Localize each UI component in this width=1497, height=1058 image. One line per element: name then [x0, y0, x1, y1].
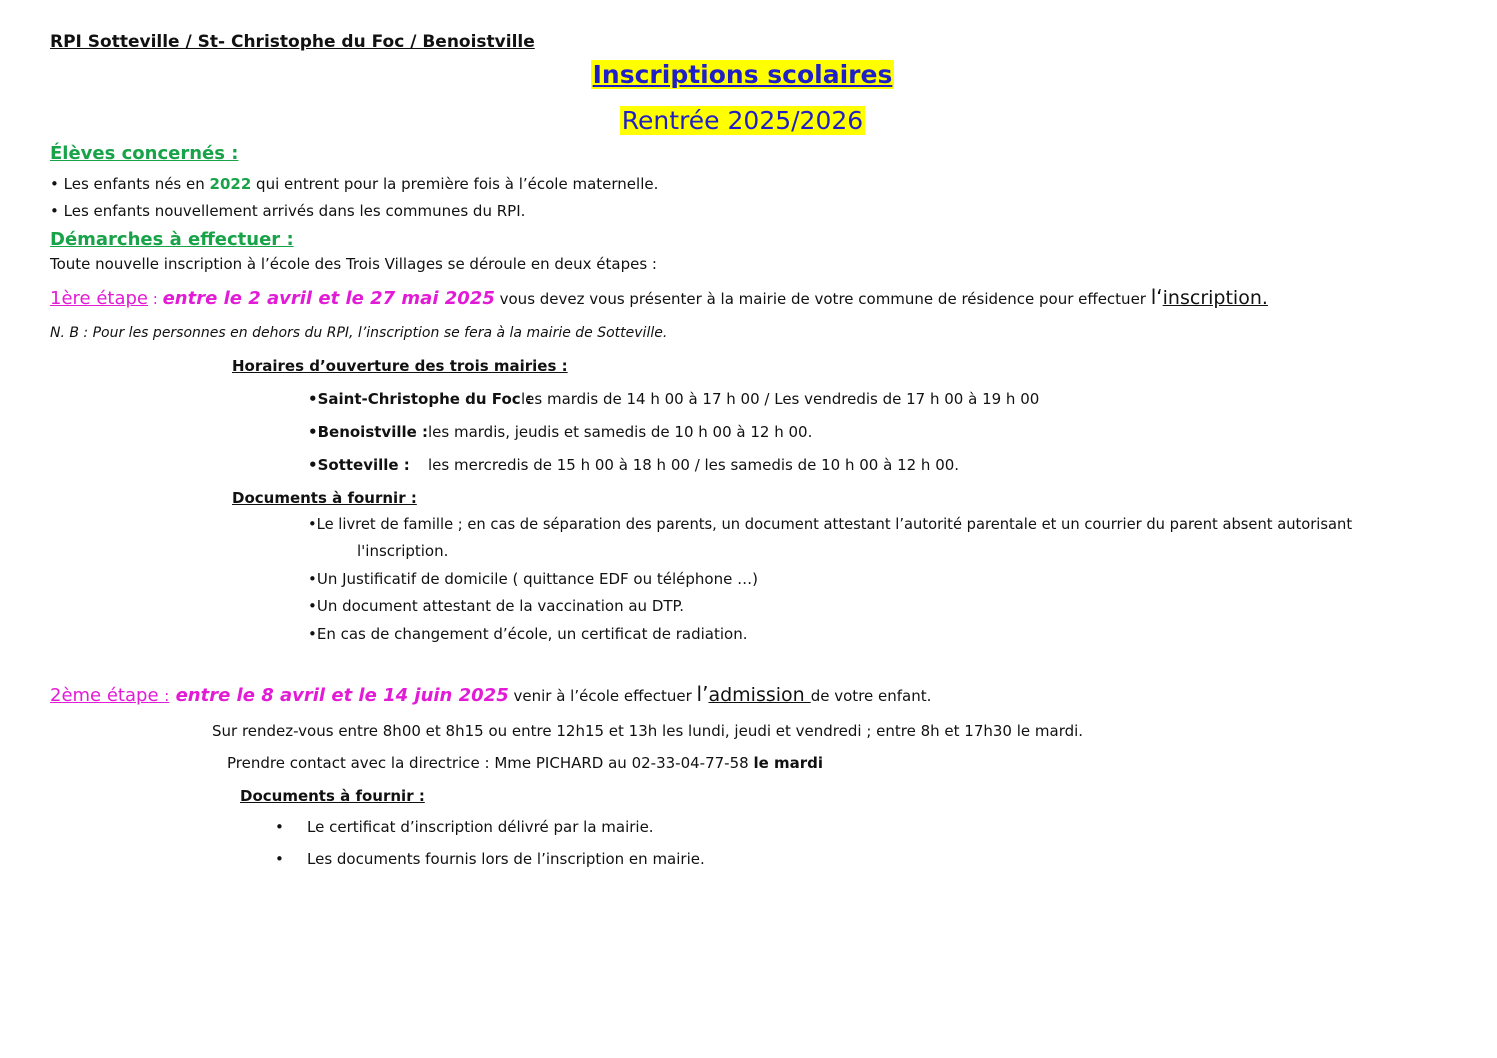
horaire-place: •Benoistville :	[308, 423, 429, 441]
horaire-item	[308, 456, 410, 474]
step1-dates: entre le 2 avril et le 27 mai 2025	[162, 288, 495, 309]
main-title: Inscriptions scolaires	[592, 60, 893, 89]
step1-l: l‘	[1150, 285, 1163, 309]
step2-rdv: Sur rendez-vous entre 8h00 et 8h15 ou entre 12h15 et 13h les lundi, jeudi et vendredi ; entre 8h et 17h30 le mardi.	[212, 722, 1084, 740]
docs1-item-cont: l'inscription.	[357, 542, 449, 560]
docs2-item: Le certificat d’inscription délivré par la mairie.	[307, 818, 654, 836]
docs1-heading: Documents à fournir :	[232, 489, 417, 507]
docs2-heading: Documents à fournir :	[240, 787, 425, 805]
year-line	[0, 106, 1485, 135]
school-year: Rentrée 2025/2026	[621, 106, 864, 135]
step2-text: venir à l’école effectuer	[508, 687, 697, 705]
eleves-b1-suffix: qui entrent pour la première fois à l’école maternelle.	[251, 175, 659, 193]
demarches-heading: Démarches à effectuer :	[50, 229, 294, 250]
step2-label: 2ème étape	[50, 685, 165, 706]
horaire-place: •Sotteville :	[308, 456, 410, 474]
horaire-hours: les mardis, jeudis et samedis de 10 h 00 à 12 h 00.	[428, 423, 813, 441]
eleves-b1-prefix: • Les enfants nés en	[50, 175, 210, 193]
horaire-hours: les mardis de 14 h 00 à 17 h 00 / Les vendredis de 17 h 00 à 19 h 00	[521, 390, 1040, 408]
bullet-icon: •	[275, 818, 284, 836]
step1-label: 1ère étape	[50, 288, 148, 309]
step2-dates: entre le 8 avril et le 14 juin 2025	[169, 685, 509, 706]
step2-l: l’	[696, 682, 709, 706]
step2-contact-bold: le mardi	[753, 754, 824, 772]
docs1-item: •Le livret de famille ; en cas de séparation des parents, un document attestant l’autorité parentale et un courrier du parent absent autorisant	[308, 516, 1353, 533]
eleves-heading: Élèves concernés :	[50, 143, 239, 164]
step1-text: vous devez vous présenter à la mairie de votre commune de résidence pour effectuer	[494, 290, 1151, 308]
document-header: RPI Sotteville / St- Christophe du Foc / Benoistville	[50, 32, 535, 52]
docs1-item: •Un document attestant de la vaccination au DTP.	[308, 597, 685, 615]
step2-word: admission	[708, 684, 811, 706]
step1-note: N. B : Pour les personnes en dehors du RPI, l’inscription se fera à la mairie de Sotteville.	[50, 325, 668, 341]
horaire-place: •Saint-Christophe du Foc :	[308, 390, 532, 408]
title-line	[0, 60, 1485, 89]
step1-line	[50, 285, 1268, 309]
step1-word: inscription.	[1162, 287, 1268, 309]
step2-line	[50, 682, 931, 706]
step1-colon: :	[148, 290, 163, 308]
docs1-item: •En cas de changement d’école, un certificat de radiation.	[308, 625, 748, 643]
horaires-heading: Horaires d’ouverture des trois mairies :	[232, 357, 568, 375]
step2-after: de votre enfant.	[810, 687, 932, 705]
horaire-item	[308, 390, 532, 408]
eleves-bullet-1	[50, 175, 658, 193]
birth-year: 2022	[209, 175, 252, 193]
horaire-item	[308, 423, 428, 441]
horaire-hours: les mercredis de 15 h 00 à 18 h 00 / les samedis de 10 h 00 à 12 h 00.	[428, 456, 960, 474]
demarches-intro: Toute nouvelle inscription à l’école des Trois Villages se déroule en deux étapes :	[50, 255, 657, 273]
step2-colon: :	[164, 687, 170, 705]
bullet-icon: •	[275, 850, 284, 868]
step2-contact-line	[227, 754, 823, 772]
docs2-item: Les documents fournis lors de l’inscription en mairie.	[307, 850, 705, 868]
step2-contact: Prendre contact avec la directrice : Mme PICHARD au 02-33-04-77-58	[227, 754, 754, 772]
eleves-bullet-2: • Les enfants nouvellement arrivés dans les communes du RPI.	[50, 202, 526, 220]
docs1-item: •Un Justificatif de domicile ( quittance EDF ou téléphone …)	[308, 570, 758, 588]
